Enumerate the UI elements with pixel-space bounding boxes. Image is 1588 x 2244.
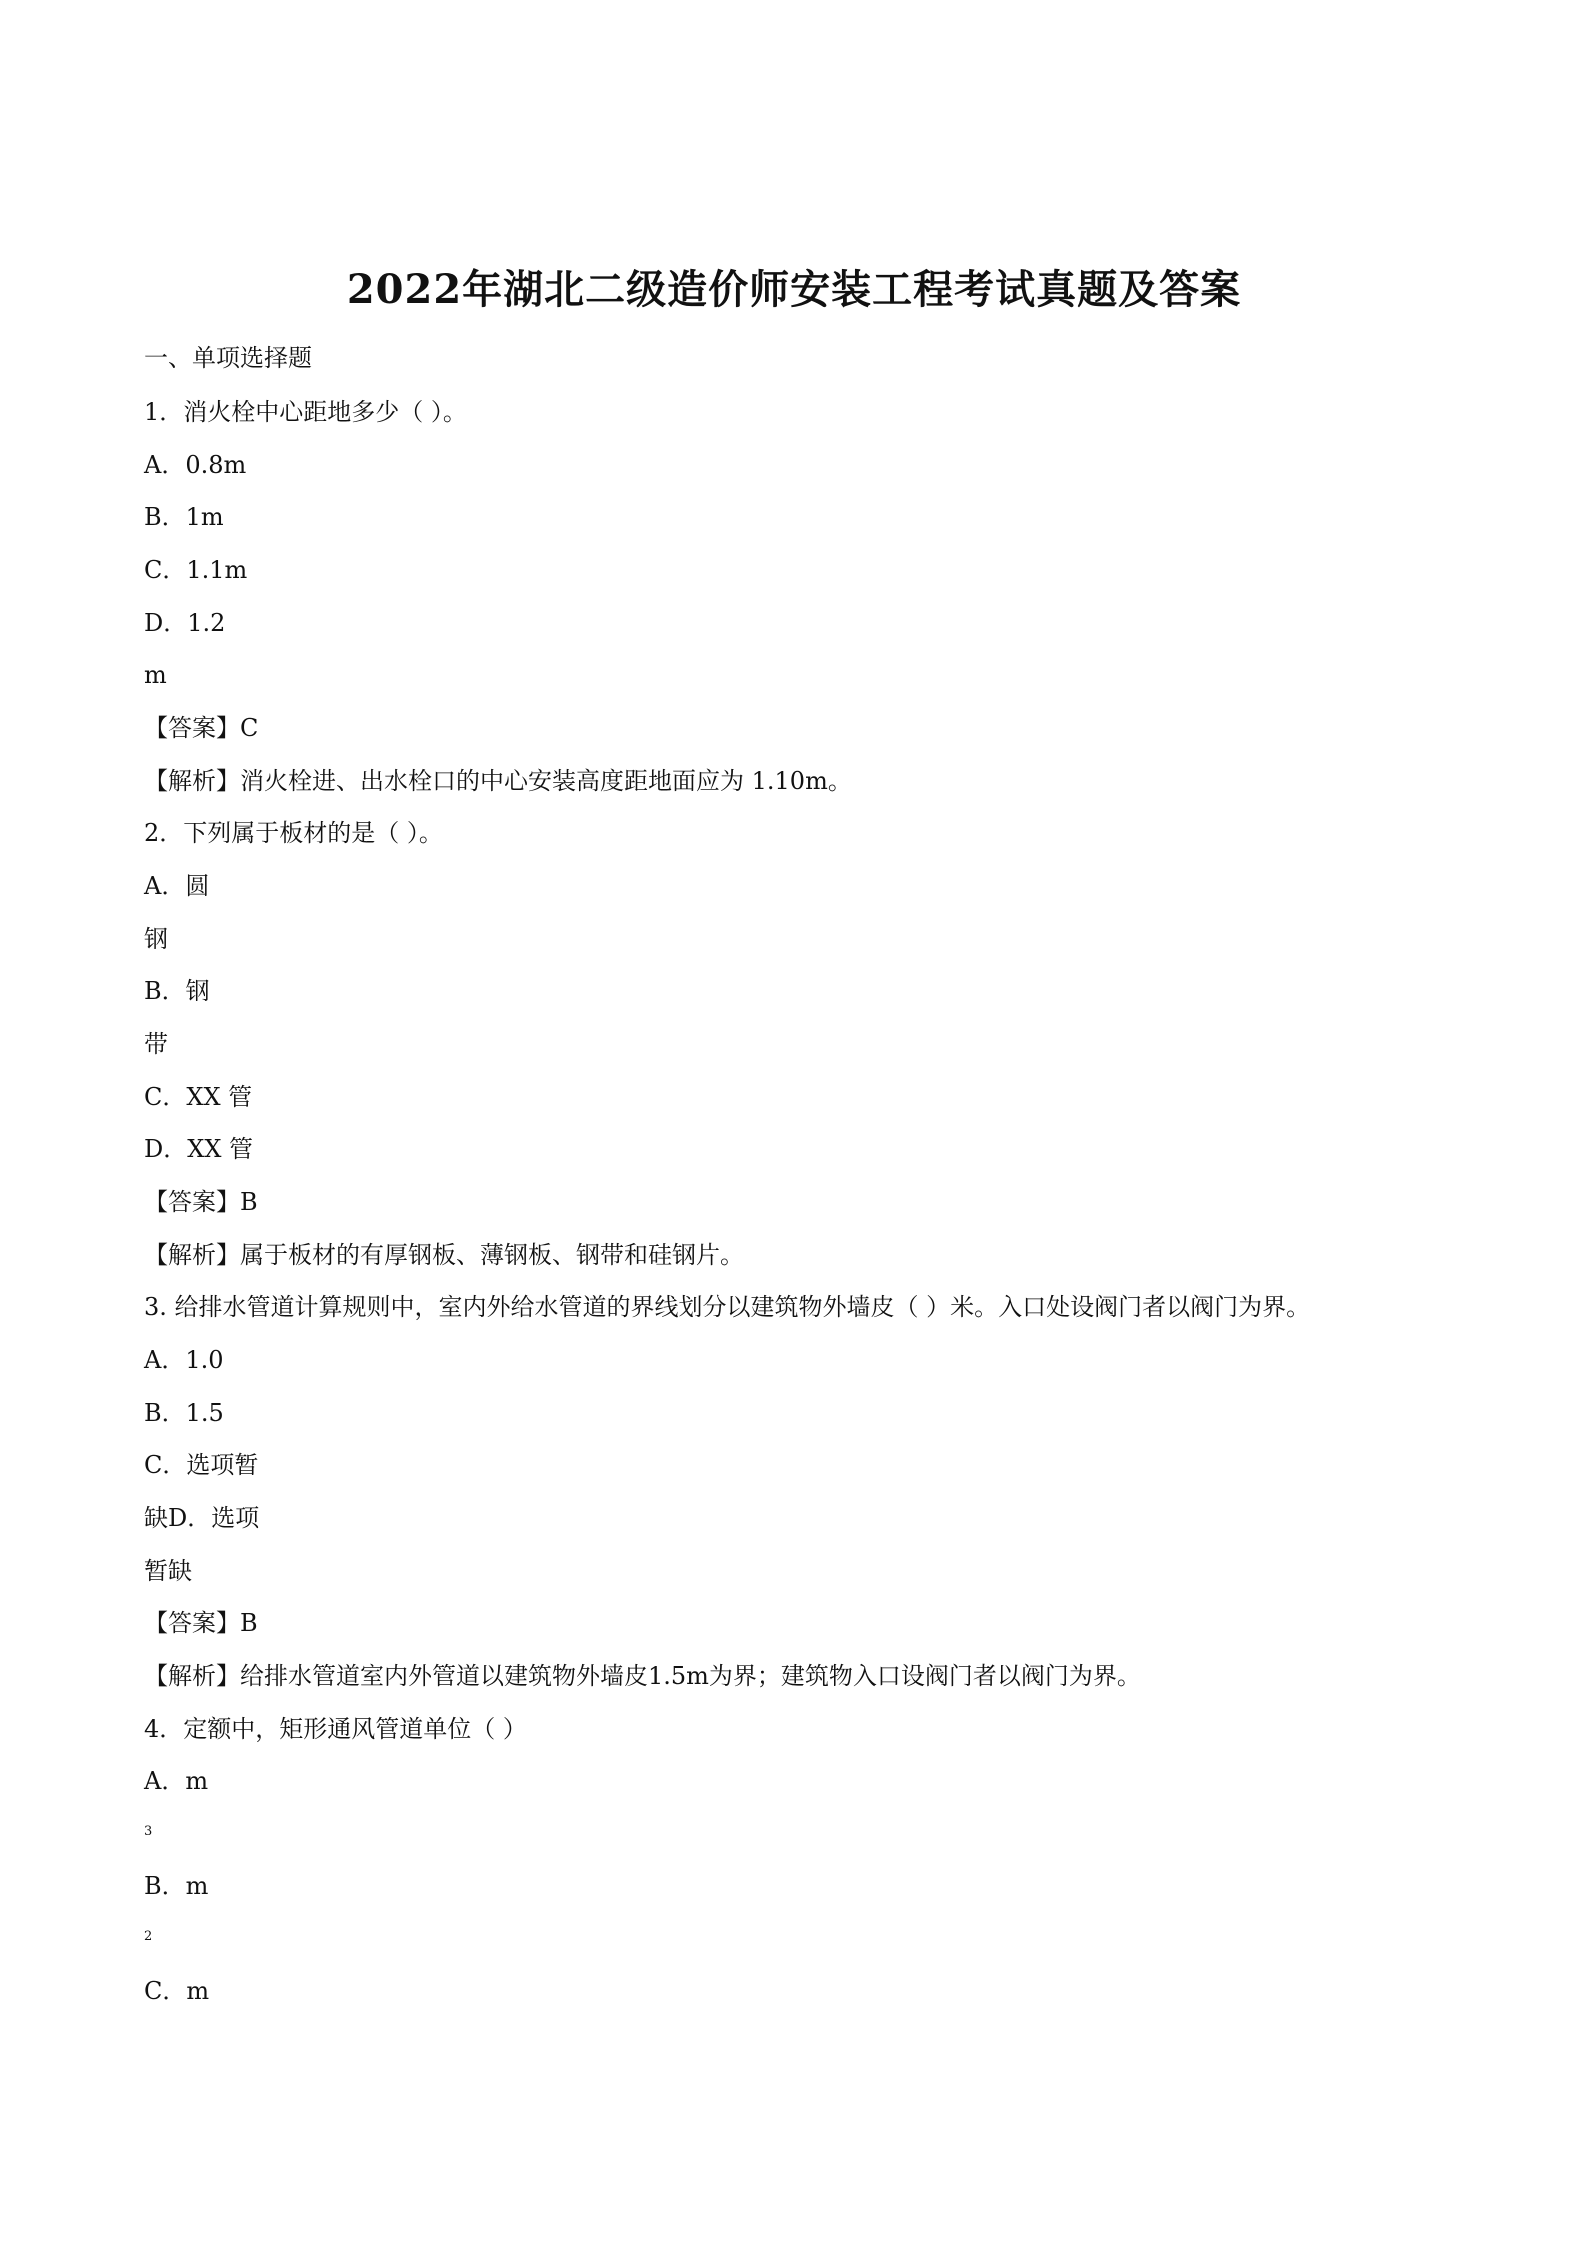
q1-option-a: A．0.8m	[144, 451, 247, 479]
q2-option-d: D．XX 管	[144, 1135, 254, 1163]
q3-option-a: A．1.0	[144, 1346, 224, 1374]
q4-option-b-superscript: 2	[144, 1929, 153, 1944]
q3-option-d-continued: 暂缺	[144, 1557, 192, 1585]
document-title: 2022年湖北二级造价师安装工程考试真题及答案	[346, 266, 1242, 313]
q1-option-d: D．1.2	[144, 609, 226, 637]
question-1: 1．消火栓中心距地多少（ ）。	[144, 398, 467, 426]
question-2: 2．下列属于板材的是（ ）。	[144, 819, 443, 847]
q4-option-c: C．m	[144, 1977, 210, 2005]
q1-option-b: B．1m	[144, 503, 224, 531]
q2-option-a: A．圆	[144, 872, 210, 900]
q3-option-b: B．1.5	[144, 1399, 224, 1427]
question-3: 3. 给排水管道计算规则中，室内外给水管道的界线划分以建筑物外墙皮（ ）米。入口处设阀门者以阀门为界。	[144, 1293, 1311, 1321]
q2-option-c: C．XX 管	[144, 1083, 253, 1111]
section-heading: 一、单项选择题	[144, 344, 312, 372]
q2-option-b-continued: 带	[144, 1030, 168, 1058]
q3-explanation: 【解析】给排水管道室内外管道以建筑物外墙皮1.5m为界；建筑物入口设阀门者以阀门为界。	[144, 1662, 1141, 1690]
q2-option-b: B．钢	[144, 977, 210, 1005]
q1-option-d-continued: m	[144, 661, 167, 689]
question-4: 4．定额中，矩形通风管道单位（ ）	[144, 1715, 527, 1743]
q1-option-c: C．1.1m	[144, 556, 248, 584]
q4-option-a: A．m	[144, 1767, 209, 1795]
q3-option-c-d: 缺D．选项	[144, 1504, 260, 1532]
q2-explanation: 【解析】属于板材的有厚钢板、薄钢板、钢带和硅钢片。	[144, 1241, 744, 1269]
q1-answer: 【答案】C	[144, 714, 259, 742]
q1-explanation: 【解析】消火栓进、出水栓口的中心安装高度距地面应为 1.10m。	[144, 767, 852, 795]
q4-option-a-superscript: 3	[144, 1824, 153, 1839]
q2-answer: 【答案】B	[144, 1188, 258, 1216]
q2-option-a-continued: 钢	[144, 925, 168, 953]
q3-answer: 【答案】B	[144, 1609, 258, 1637]
q3-option-c: C．选项暂	[144, 1451, 259, 1479]
q4-option-b: B．m	[144, 1872, 209, 1900]
